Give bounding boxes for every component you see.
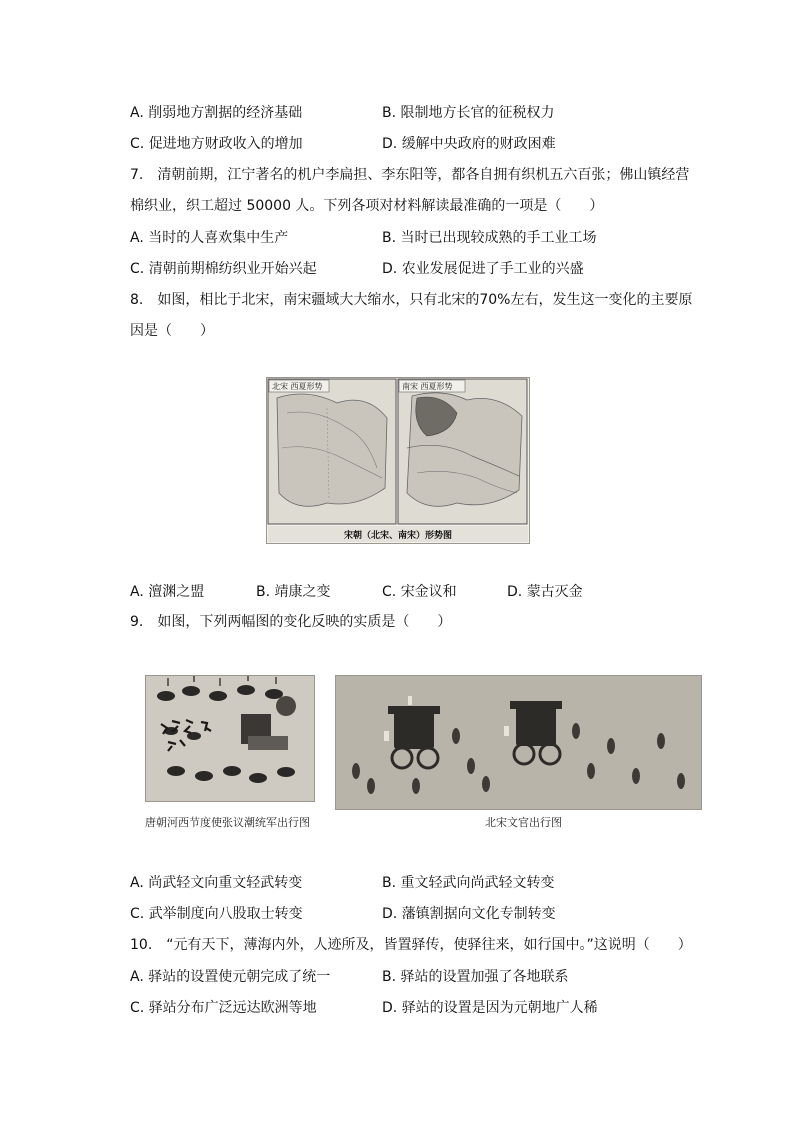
q7-stem-line1: 7. 清朝前期，江宁著名的机户李扁担、李东阳等，都各自拥有织机五六百张；佛山镇经营: [130, 167, 690, 183]
map-caption: 宋朝（北宋、南宋）形势图: [343, 531, 453, 541]
q9-option-d: D. 藩镇割据向文化专制转变: [382, 906, 556, 922]
tang-procession-graphic: [146, 676, 314, 801]
q9-stem-line1: 9. 如图，下列两幅图的变化反映的实质是（ ）: [130, 614, 452, 630]
q7-option-a: A. 当时的人喜欢集中生产: [130, 230, 289, 246]
song-official-procession-image: [335, 675, 702, 810]
tang-procession-image: [145, 675, 315, 802]
tang-image-caption: 唐朝河西节度使张议潮统军出行图: [145, 816, 310, 829]
song-map-graphic: [267, 378, 529, 543]
q7-option-c: C. 清朝前期棉纺织业开始兴起: [130, 261, 317, 277]
q8-option-d: D. 蒙古灭金: [507, 584, 583, 600]
q7-option-b: B. 当时已出现较成熟的手工业工场: [382, 230, 597, 246]
q8-option-b: B. 靖康之变: [256, 584, 331, 600]
q8-stem-line1: 8. 如图，相比于北宋，南宋疆域大大缩水，只有北宋的70%左右，发生这一变化的主要原: [130, 292, 693, 308]
map-left-title: 北宋 西夏形势: [272, 382, 323, 391]
q6-option-d: D. 缓解中央政府的财政困难: [382, 136, 556, 152]
q7-option-d: D. 农业发展促进了手工业的兴盛: [382, 261, 584, 277]
q6-option-a: A. 削弱地方割据的经济基础: [130, 105, 303, 121]
q8-option-c: C. 宋金议和: [382, 584, 457, 600]
q10-option-c: C. 驿站分布广泛远达欧洲等地: [130, 1000, 317, 1016]
q10-option-a: A. 驿站的设置使元朝完成了统一: [130, 969, 331, 985]
q8-stem-line2: 因是（ ）: [130, 323, 214, 339]
q10-option-d: D. 驿站的设置是因为元朝地广人稀: [382, 1000, 598, 1016]
q10-option-b: B. 驿站的设置加强了各地联系: [382, 969, 569, 985]
song-image-caption: 北宋文官出行图: [485, 816, 562, 829]
q9-option-b: B. 重文轻武向尚武轻文转变: [382, 875, 555, 891]
q7-stem-line2: 棉织业，织工超过 50000 人。下列各项对材料解读最准确的一项是（ ）: [130, 198, 604, 214]
map-right-title: 南宋 西夏形势: [402, 382, 453, 391]
q6-option-b: B. 限制地方长官的征税权力: [382, 105, 555, 121]
song-dynasty-map: [266, 377, 530, 544]
q9-option-c: C. 武举制度向八股取士转变: [130, 906, 303, 922]
q8-option-a: A. 澶渊之盟: [130, 584, 205, 600]
q9-option-a: A. 尚武轻文向重文轻武转变: [130, 875, 303, 891]
song-procession-graphic: [336, 676, 701, 809]
q10-stem-line1: 10. “元有天下，薄海内外，人迹所及，皆置驿传，使驿往来，如行国中。”这说明（ ）: [130, 937, 692, 953]
q6-option-c: C. 促进地方财政收入的增加: [130, 136, 303, 152]
